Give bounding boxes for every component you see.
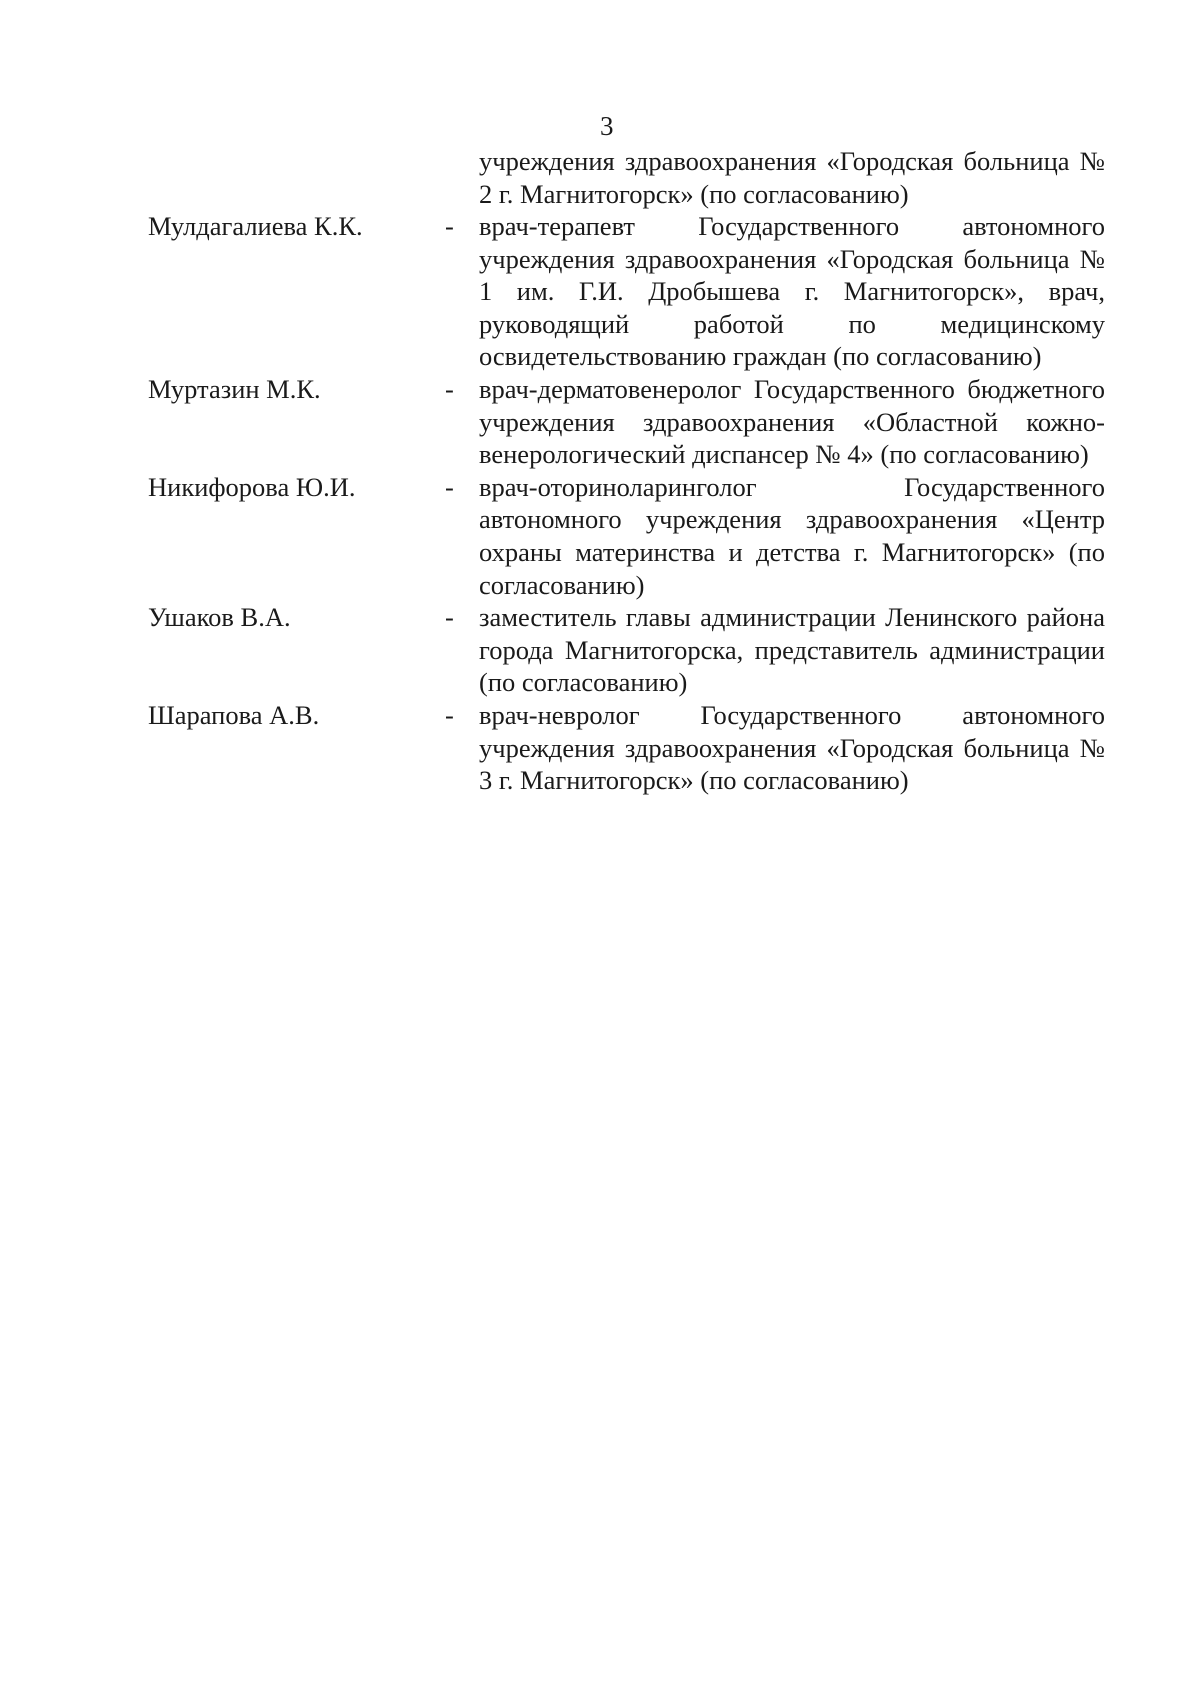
page-number: 3 xyxy=(600,111,614,141)
member-description: врач-невролог Государственного автономного учреждения здравоохранения «Городская больница № 3 г. Магнитогорск» (по согласованию) xyxy=(479,699,1105,796)
member-name: Шарапова А.В. xyxy=(148,699,320,730)
member-description: заместитель главы администрации Ленинского района города Магнитогорска, представитель администрации (по согласованию) xyxy=(479,602,1105,698)
member-name: Муртазин М.К. xyxy=(148,373,321,404)
member-entry xyxy=(148,699,1105,797)
member-description: врач-оториноларинголог Государственного автономного учреждения здравоохранения «Центр охраны материнства и детства г. Магнитогорск» (по согласованию) xyxy=(479,471,1105,600)
member-entry xyxy=(148,471,1105,601)
member-description: врач-дерматовенеролог Государственного бюджетного учреждения здравоохранения «Областной кожно-венерологический диспансер № 4» (по согласованию) xyxy=(479,373,1105,470)
member-dash: - xyxy=(445,211,454,241)
member-entry xyxy=(148,373,1105,471)
member-list xyxy=(148,210,1105,797)
member-name: Ушаков В.А. xyxy=(148,602,291,633)
member-dash: - xyxy=(445,471,454,502)
member-dash: - xyxy=(445,602,454,633)
member-dash: - xyxy=(445,699,454,730)
member-name: Мулдагалиева К.К. xyxy=(148,211,363,241)
member-name: Никифорова Ю.И. xyxy=(148,471,356,502)
continuation-text: учреждения здравоохранения «Городская больница № 2 г. Магнитогорск» (по согласованию) xyxy=(479,146,1105,209)
member-description: врач-терапевт Государственного автономного учреждения здравоохранения «Городская больница № 1 им. Г.И. Дробышева г. Магнитогорск», врач, руководящий работой по медицинскому освидетельствованию граждан (по согласованию) xyxy=(479,211,1105,372)
member-entry xyxy=(148,601,1105,699)
member-entry xyxy=(148,210,1105,373)
member-dash: - xyxy=(445,373,454,404)
